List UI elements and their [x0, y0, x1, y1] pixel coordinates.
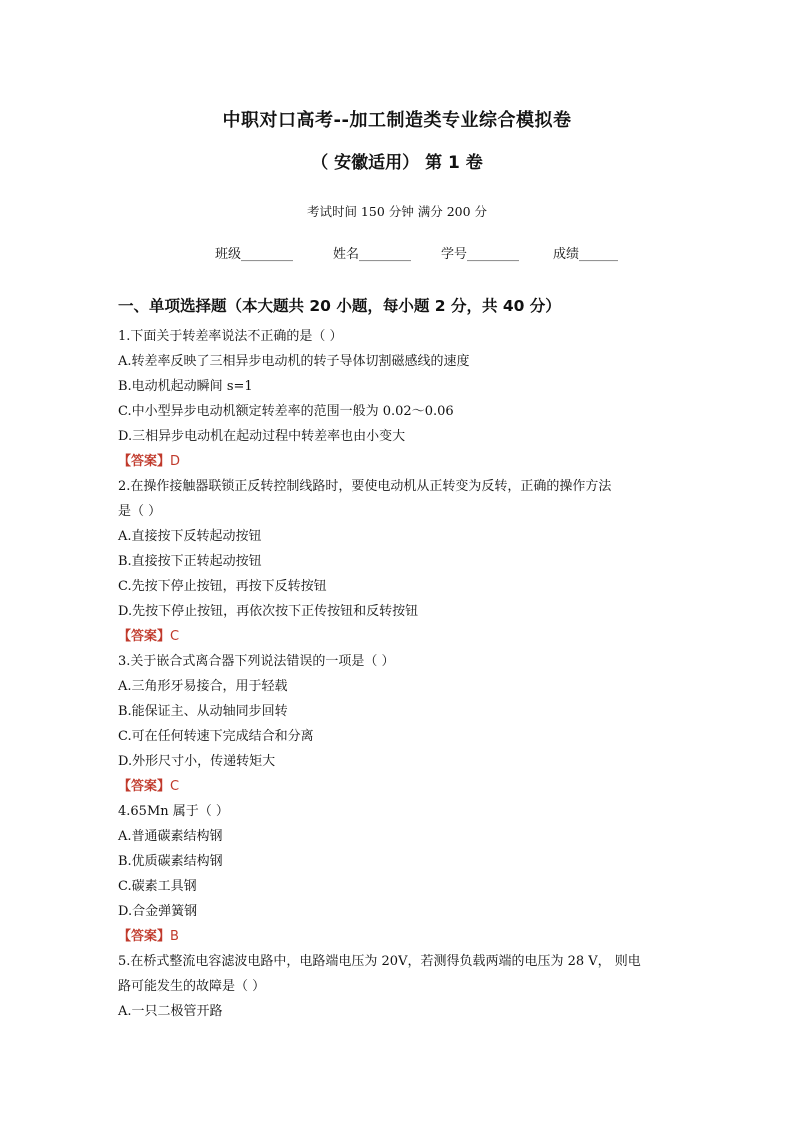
question-option: D.先按下停止按钮，再依次按下正传按钮和反转按钮: [118, 604, 419, 619]
question-item: [118, 476, 678, 651]
exam-info: 考试时间 150 分钟 满分 200 分: [306, 204, 488, 219]
question-option: D.三相异步电动机在起动过程中转差率也由小变大: [118, 429, 406, 444]
question-option: B.能保证主、从动轴同步回转: [118, 704, 288, 719]
answer-label: 答案: [131, 779, 158, 794]
question-option: D.合金弹簧钢: [118, 904, 198, 919]
question-stem: 路可能发生的故障是（ ）: [118, 979, 266, 994]
question-option: B.直接按下正转起动按钮: [118, 554, 262, 569]
question-option: A.三角形牙易接合，用于轻载: [118, 679, 288, 694]
question-item: [118, 951, 678, 1026]
answer-line: 【答案】B: [118, 929, 179, 944]
exam-title: 中职对口高考--加工制造类专业综合模拟卷: [222, 110, 572, 131]
question-option: A.转差率反映了三相异步电动机的转子导体切割磁感线的速度: [118, 354, 470, 369]
question-option: A.普通碳素结构钢: [118, 829, 223, 844]
question-item: [118, 801, 678, 951]
question-item: [118, 651, 678, 801]
student-id-field: 学号________: [441, 247, 520, 262]
question-option: B.电动机起动瞬间 s=1: [118, 379, 253, 394]
question-stem: 3.关于嵌合式离合器下列说法错误的一项是（ ）: [118, 654, 395, 669]
question-list: [118, 326, 678, 1026]
answer-key: B: [170, 929, 179, 944]
student-info-fields: [215, 243, 635, 262]
question-stem: 2.在操作接触器联锁正反转控制线路时，要使电动机从正转变为反转，正确的操作方法: [118, 479, 612, 494]
question-option: C.可在任何转速下完成结合和分离: [118, 729, 314, 744]
answer-line: 【答案】C: [118, 779, 180, 794]
answer-line: 【答案】C: [118, 629, 180, 644]
section-title: 一、单项选择题（本大题共 20 小题，每小题 2 分，共 40 分）: [118, 297, 561, 315]
answer-key: D: [170, 454, 181, 469]
question-option: C.先按下停止按钮，再按下反转按钮: [118, 579, 327, 594]
question-stem: 4.65Mn 属于（ ）: [118, 804, 229, 819]
answer-label: 答案: [131, 929, 158, 944]
answer-line: 【答案】D: [118, 454, 181, 469]
answer-label: 答案: [131, 629, 158, 644]
question-item: [118, 326, 678, 476]
name-field: 姓名________: [333, 247, 412, 262]
class-field: 班级________: [215, 247, 294, 262]
exam-subtitle: （ 安徽适用） 第 1 卷: [311, 153, 483, 173]
question-option: D.外形尺寸小，传递转矩大: [118, 754, 276, 769]
question-option: C.碳素工具钢: [118, 879, 197, 894]
question-stem: 1.下面关于转差率说法不正确的是（ ）: [118, 329, 343, 344]
question-option: A.直接按下反转起动按钮: [118, 529, 262, 544]
question-stem: 5.在桥式整流电容滤波电路中，电路端电压为 20V，若测得负载两端的电压为 28 V， 则电: [118, 954, 641, 969]
answer-key: C: [170, 629, 180, 644]
score-field: 成绩______: [553, 247, 619, 262]
question-option: C.中小型异步电动机额定转差率的范围一般为 0.02～0.06: [118, 404, 454, 419]
answer-label: 答案: [131, 454, 158, 469]
answer-key: C: [170, 779, 180, 794]
question-option: B.优质碳素结构钢: [118, 854, 223, 869]
question-stem: 是（ ）: [118, 504, 162, 519]
question-option: A.一只二极管开路: [118, 1004, 223, 1019]
